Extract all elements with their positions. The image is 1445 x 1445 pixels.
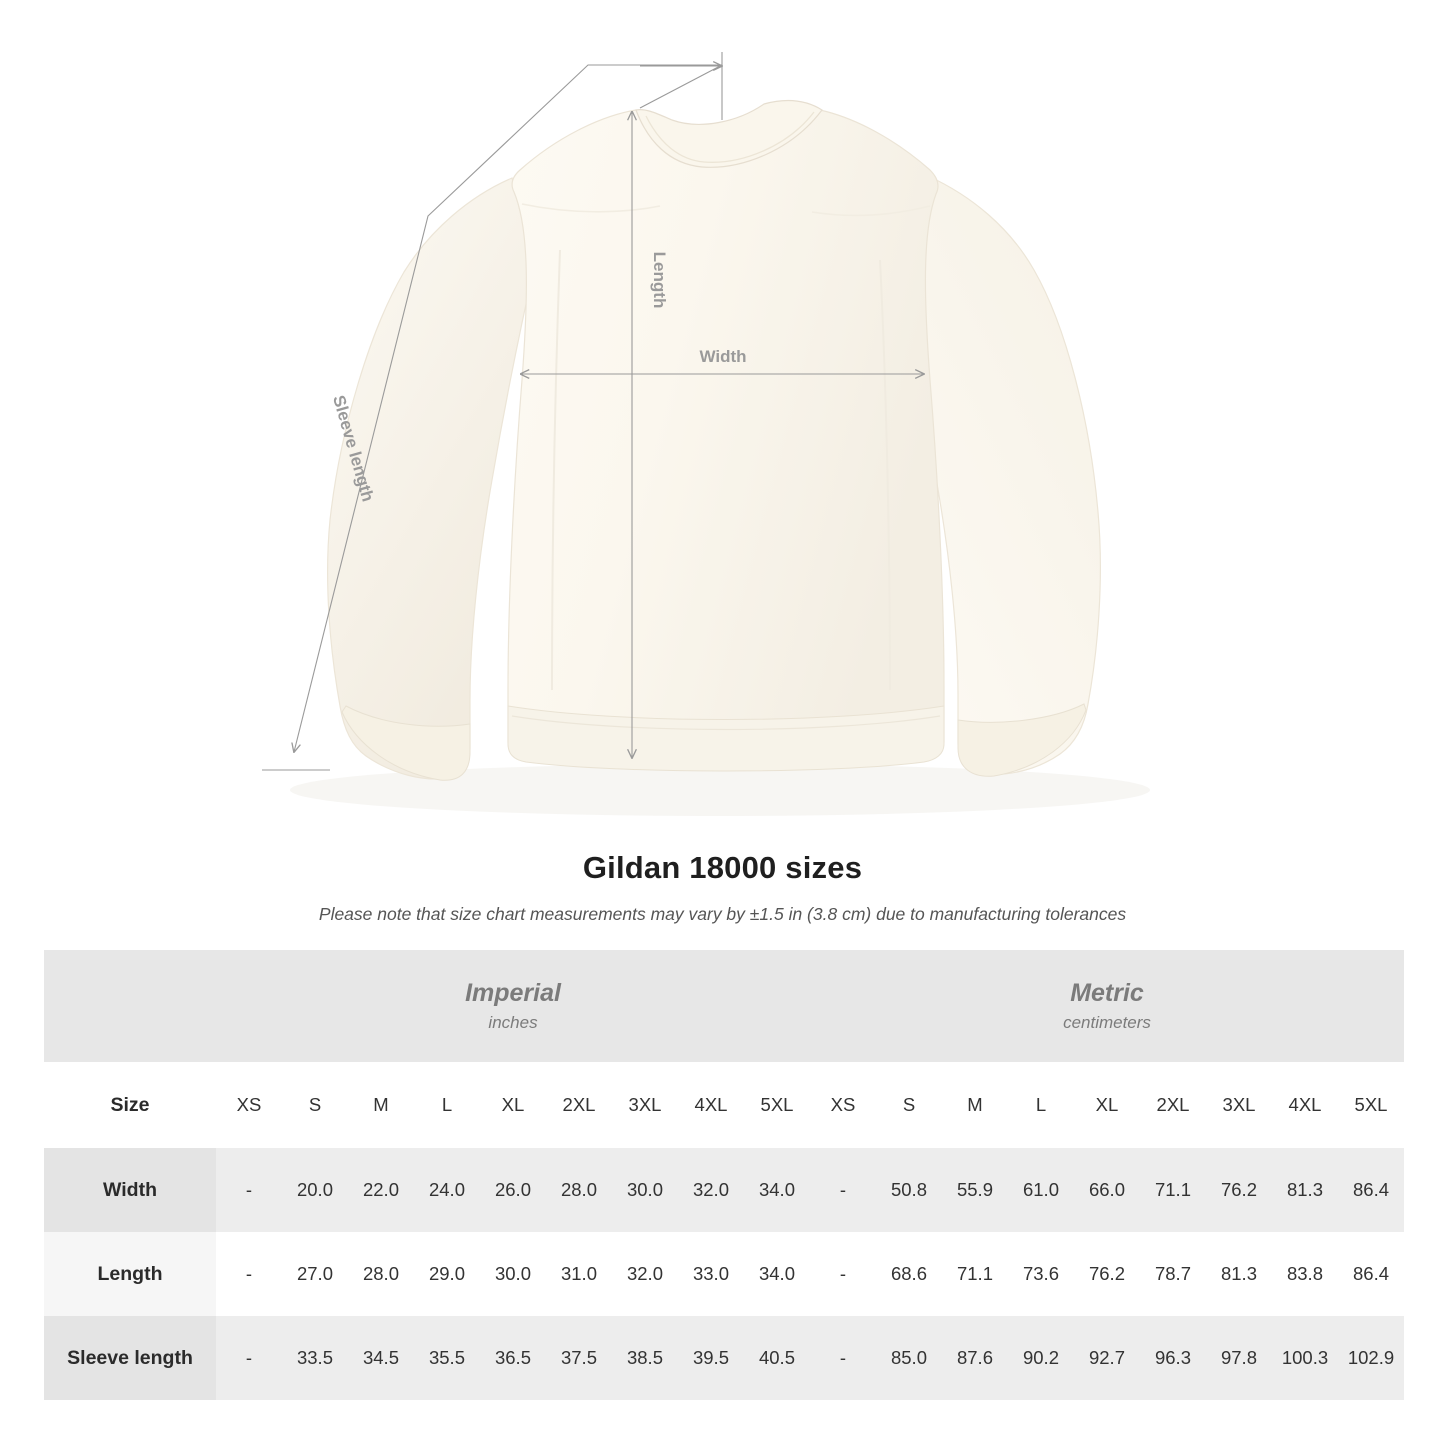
column-header-imperial-5xl: 5XL [744, 1062, 810, 1148]
cell-length-cm-m: 71.1 [942, 1232, 1008, 1316]
cell-length-in-s: 27.0 [282, 1232, 348, 1316]
cell-width-in-xs: - [216, 1148, 282, 1232]
cell-sleeve-length-in-xl: 36.5 [480, 1316, 546, 1400]
column-header-metric-4xl: 4XL [1272, 1062, 1338, 1148]
cell-length-in-m: 28.0 [348, 1232, 414, 1316]
cell-length-in-4xl: 33.0 [678, 1232, 744, 1316]
cell-width-in-3xl: 30.0 [612, 1148, 678, 1232]
sweatshirt-graphic [328, 101, 1101, 781]
cell-width-in-4xl: 32.0 [678, 1148, 744, 1232]
cell-width-in-2xl: 28.0 [546, 1148, 612, 1232]
cell-sleeve-length-cm-5xl: 102.9 [1338, 1316, 1404, 1400]
cell-width-cm-3xl: 76.2 [1206, 1148, 1272, 1232]
table-row [44, 1316, 1404, 1400]
cell-sleeve-length-cm-2xl: 96.3 [1140, 1316, 1206, 1400]
cell-sleeve-length-in-5xl: 40.5 [744, 1316, 810, 1400]
cell-length-in-2xl: 31.0 [546, 1232, 612, 1316]
cell-width-cm-xl: 66.0 [1074, 1148, 1140, 1232]
size-column-header: Size [44, 1062, 216, 1148]
size-table-wrapper [44, 950, 1402, 1400]
metric-unit-sub: centimeters [1063, 1012, 1151, 1032]
row-label-length: Length [44, 1232, 216, 1316]
cell-width-in-s: 20.0 [282, 1148, 348, 1232]
metric-unit-header [810, 950, 1404, 1062]
cell-width-cm-s: 50.8 [876, 1148, 942, 1232]
column-header-imperial-3xl: 3XL [612, 1062, 678, 1148]
cell-sleeve-length-in-s: 33.5 [282, 1316, 348, 1400]
column-header-metric-xs: XS [810, 1062, 876, 1148]
cell-length-cm-xl: 76.2 [1074, 1232, 1140, 1316]
imperial-unit-header [216, 950, 810, 1062]
cell-length-in-l: 29.0 [414, 1232, 480, 1316]
cell-sleeve-length-cm-4xl: 100.3 [1272, 1316, 1338, 1400]
cell-width-cm-4xl: 81.3 [1272, 1148, 1338, 1232]
column-header-imperial-2xl: 2XL [546, 1062, 612, 1148]
column-header-metric-l: L [1008, 1062, 1074, 1148]
cell-sleeve-length-in-xs: - [216, 1316, 282, 1400]
row-label-sleeve-length: Sleeve length [44, 1316, 216, 1400]
width-label: Width [699, 347, 747, 366]
table-row [44, 1148, 1404, 1232]
column-header-imperial-s: S [282, 1062, 348, 1148]
page-title: Gildan 18000 sizes [582, 850, 863, 885]
cell-width-cm-m: 55.9 [942, 1148, 1008, 1232]
cell-sleeve-length-cm-xl: 92.7 [1074, 1316, 1140, 1400]
cell-sleeve-length-cm-s: 85.0 [876, 1316, 942, 1400]
size-table [44, 950, 1404, 1400]
cell-width-in-l: 24.0 [414, 1148, 480, 1232]
tolerance-note: Please note that size chart measurements may vary by ±1.5 in (3.8 cm) due to manufacturing tolerances [318, 904, 1127, 924]
cell-length-cm-xs: - [810, 1232, 876, 1316]
cell-length-in-xl: 30.0 [480, 1232, 546, 1316]
unit-band-spacer [44, 950, 216, 1062]
cell-length-cm-l: 73.6 [1008, 1232, 1074, 1316]
cell-sleeve-length-in-l: 35.5 [414, 1316, 480, 1400]
metric-unit-header-title: Metric [1070, 979, 1144, 1008]
cell-sleeve-length-cm-3xl: 97.8 [1206, 1316, 1272, 1400]
cell-width-cm-2xl: 71.1 [1140, 1148, 1206, 1232]
cell-sleeve-length-in-2xl: 37.5 [546, 1316, 612, 1400]
row-label-width: Width [44, 1148, 216, 1232]
cell-width-cm-l: 61.0 [1008, 1148, 1074, 1232]
cell-width-cm-xs: - [810, 1148, 876, 1232]
column-header-metric-s: S [876, 1062, 942, 1148]
table-row [44, 1232, 1404, 1316]
cell-length-cm-5xl: 86.4 [1338, 1232, 1404, 1316]
cell-length-cm-3xl: 81.3 [1206, 1232, 1272, 1316]
column-header-metric-3xl: 3XL [1206, 1062, 1272, 1148]
cell-width-in-5xl: 34.0 [744, 1148, 810, 1232]
imperial-unit-header-title: Imperial [465, 979, 561, 1008]
cell-sleeve-length-in-3xl: 38.5 [612, 1316, 678, 1400]
cell-length-cm-2xl: 78.7 [1140, 1232, 1206, 1316]
unit-band-row [44, 950, 1404, 1062]
column-header-metric-xl: XL [1074, 1062, 1140, 1148]
cell-width-in-m: 22.0 [348, 1148, 414, 1232]
cell-width-cm-5xl: 86.4 [1338, 1148, 1404, 1232]
column-header-imperial-xs: XS [216, 1062, 282, 1148]
column-header-metric-5xl: 5XL [1338, 1062, 1404, 1148]
cell-sleeve-length-cm-l: 90.2 [1008, 1316, 1074, 1400]
column-header-imperial-m: M [348, 1062, 414, 1148]
table-header-row [44, 1062, 1404, 1148]
column-header-imperial-l: L [414, 1062, 480, 1148]
column-header-imperial-4xl: 4XL [678, 1062, 744, 1148]
cell-length-in-3xl: 32.0 [612, 1232, 678, 1316]
column-header-metric-2xl: 2XL [1140, 1062, 1206, 1148]
cell-sleeve-length-in-m: 34.5 [348, 1316, 414, 1400]
cell-length-in-xs: - [216, 1232, 282, 1316]
imperial-unit-sub: inches [488, 1012, 538, 1032]
column-header-imperial-xl: XL [480, 1062, 546, 1148]
cell-width-in-xl: 26.0 [480, 1148, 546, 1232]
cell-length-cm-s: 68.6 [876, 1232, 942, 1316]
column-header-metric-m: M [942, 1062, 1008, 1148]
cell-sleeve-length-in-4xl: 39.5 [678, 1316, 744, 1400]
cell-sleeve-length-cm-xs: - [810, 1316, 876, 1400]
cell-length-cm-4xl: 83.8 [1272, 1232, 1338, 1316]
sleeve-length-label: Sleeve length [329, 393, 378, 504]
length-label: Length [650, 251, 669, 309]
cell-length-in-5xl: 34.0 [744, 1232, 810, 1316]
cell-sleeve-length-cm-m: 87.6 [942, 1316, 1008, 1400]
